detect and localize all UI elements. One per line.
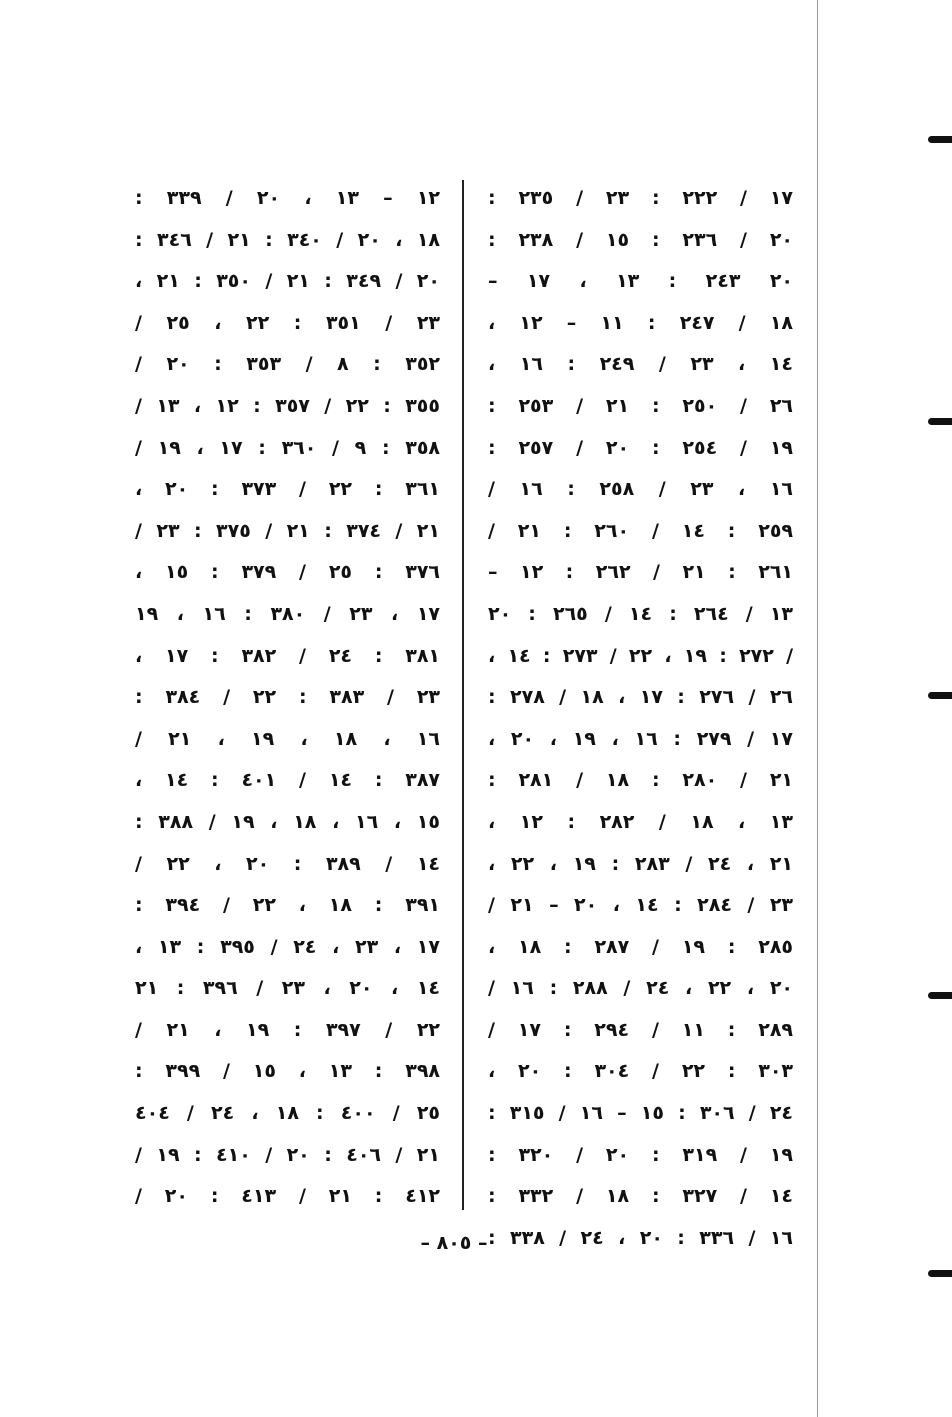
- index-line: ٢١ / ٣٧٤ : ٢١ / ٣٧٥ : ٢٣ /: [135, 519, 440, 542]
- index-line: ١٦ ، ٢٣ / ٢٥٨ : ١٦ /: [488, 478, 793, 501]
- binding-mark: [928, 1270, 952, 1277]
- index-line: ١٤ / ٣٨٩ : ٢٠ ، ٢٢ /: [135, 852, 440, 875]
- index-line: ٢٠ / ٣٤٩ : ٢١ / ٣٥٠ : ٢١ ،: [135, 270, 440, 293]
- index-line: ٢١ ، ٢٤ / ٢٨٣ : ١٩ ، ٢٢ ،: [488, 852, 793, 875]
- index-line: ١٤ ، ٢٠ ، ٢٣ / ٣٩٦ : ٢١: [135, 977, 440, 1000]
- index-line: ٣٩٨ : ١٣ ، ١٥ / ٣٩٩ :: [135, 1060, 440, 1083]
- index-line: ١٧ ، ٢٣ ، ٢٤ / ٣٩٥ : ١٣ ،: [135, 935, 440, 958]
- index-line: ٢٤ / ٣٠٦ : ١٥ – ١٦ / ٣١٥ :: [488, 1102, 793, 1125]
- binding-mark: [928, 136, 952, 143]
- index-line: ١٨ / ٢٤٧ : ١١ – ١٢ ،: [488, 311, 793, 334]
- column-divider: [462, 180, 464, 1210]
- index-column-right: [488, 178, 793, 1259]
- index-line: ١٣ ، ١٨ / ٢٨٢ : ١٢ ،: [488, 810, 793, 833]
- index-line: ١٤ / ٣٢٧ : ١٨ / ٣٣٢ :: [488, 1185, 793, 1208]
- index-line: ٢٦ / ٢٧٦ : ١٧ ، ١٨ / ٢٧٨ :: [488, 686, 793, 709]
- binding-mark: [928, 418, 952, 425]
- index-column-left: [135, 178, 440, 1218]
- index-line: ١٣ / ٢٦٤ : ١٤ / ٢٦٥ : ٢٠: [488, 602, 793, 625]
- index-line: ٣٨١ : ٢٤ / ٣٨٢ : ١٧ ،: [135, 644, 440, 667]
- index-line: ١٤ ، ٢٣ / ٢٤٩ : ١٦ ،: [488, 353, 793, 376]
- index-line: ٢٠ ٢٤٣ : ١٣ ، ١٧ –: [488, 270, 793, 293]
- index-line: ٣٨٧ : ١٤ / ٤٠١ : ١٤ ،: [135, 769, 440, 792]
- index-line: ٢٠ / ٢٣٦ : ١٥ / ٢٣٨ :: [488, 228, 793, 251]
- index-line: ١٩ / ٣١٩ : ٢٠ / ٣٢٠ :: [488, 1143, 793, 1166]
- index-line: ٢٦ / ٢٥٠ : ٢١ / ٢٥٣ :: [488, 394, 793, 417]
- index-line: ٢١ / ٤٠٦ : ٢٠ / ٤١٠ : ١٩ /: [135, 1143, 440, 1166]
- index-line: ٣٥٨ : ٩ / ٣٦٠ : ١٧ ، ١٩ /: [135, 436, 440, 459]
- index-line: ١٦ ، ١٨ ، ١٩ ، ٢١ /: [135, 727, 440, 750]
- index-line: ٣٥٢ : ٨ / ٣٥٣ : ٢٠ /: [135, 353, 440, 376]
- index-line: ٢٣ / ٣٥١ : ٢٢ ، ٢٥ /: [135, 311, 440, 334]
- index-line: ٢٨٩ : ١١ / ٢٩٤ : ١٧ /: [488, 1018, 793, 1041]
- index-line: ٣٦١ : ٢٢ / ٣٧٣ : ٢٠ ،: [135, 478, 440, 501]
- index-line: ١٢ – ١٣ ، ٢٠ / ٣٣٩ :: [135, 187, 440, 209]
- index-line: ٤١٢ : ٢١ / ٤١٣ : ٢٠ /: [135, 1185, 440, 1208]
- index-line: ١٨ ، ٢٠ / ٣٤٠ : ٢١ / ٣٤٦ :: [135, 228, 440, 251]
- index-line: ٣٠٣ : ٢٢ / ٣٠٤ : ٢٠ ،: [488, 1060, 793, 1083]
- index-line: ٣٥٥ : ٢٢ / ٣٥٧ : ١٢ ، ١٣ /: [135, 394, 440, 417]
- index-line: ١٧ / ٢٢٢ : ٢٣ / ٢٣٥ :: [488, 187, 793, 209]
- index-line: ٢٢ / ٣٩٧ : ١٩ ، ٢١ /: [135, 1018, 440, 1041]
- index-line: ٢٥٩ : ١٤ / ٢٦٠ : ٢١ /: [488, 519, 793, 542]
- index-line: ١٧ / ٢٧٩ : ١٦ ، ١٩ ، ٢٠ ،: [488, 727, 793, 750]
- index-line: ٢٥ / ٤٠٠ : ١٨ ، ٢٤ / ٤٠٤: [135, 1102, 440, 1125]
- binding-mark: [928, 992, 952, 999]
- index-line: ١٩ / ٢٥٤ : ٢٠ / ٢٥٧ :: [488, 436, 793, 459]
- index-line: ١٧ ، ٢٣ / ٣٨٠ : ١٦ ، ١٩: [135, 602, 440, 625]
- index-line: ٢٣ / ٣٨٣ : ٢٢ / ٣٨٤ :: [135, 686, 440, 709]
- index-line: ٣٧٦ : ٢٥ / ٣٧٩ : ١٥ ،: [135, 561, 440, 584]
- index-line: ٢٠ ، ٢٢ ، ٢٤ / ٢٨٨ : ١٦ /: [488, 977, 793, 1000]
- page-edge-line: [817, 0, 818, 1417]
- binding-mark: [928, 692, 952, 699]
- index-line: ٢٣ / ٢٨٤ : ١٤ ، ٢٠ – ٢١ /: [488, 894, 793, 917]
- page-number: – ٨٠٥ –: [420, 1232, 488, 1254]
- index-line: / ٢٧٢ : ١٩ ، ٢٢ / ٢٧٣ : ١٤ ،: [488, 644, 793, 667]
- index-line: ٢٨٥ : ١٩ / ٢٨٧ : ١٨ ،: [488, 935, 793, 958]
- index-line: ١٥ ، ١٦ ، ١٨ ، ١٩ / ٣٨٨ :: [135, 810, 440, 833]
- index-line: ٣٩١ : ١٨ ، ٢٢ / ٣٩٤ :: [135, 894, 440, 917]
- index-line: ١٦ / ٣٣٦ : ٢٠ ، ٢٤ / ٣٣٨ :: [488, 1226, 793, 1249]
- index-line: ٢٦١ : ٢١ / ٢٦٢ : ١٢ –: [488, 561, 793, 584]
- index-line: ٢١ / ٢٨٠ : ١٨ / ٢٨١ :: [488, 769, 793, 792]
